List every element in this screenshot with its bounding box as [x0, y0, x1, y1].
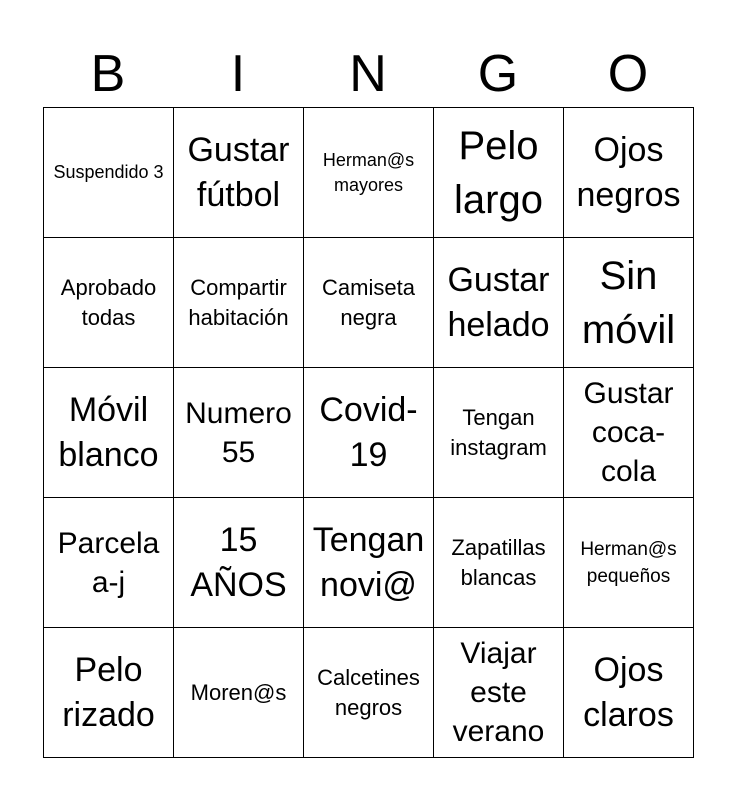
- header-letter-n: N: [349, 45, 387, 103]
- bingo-cell[interactable]: Covid-19: [304, 368, 434, 498]
- bingo-cell[interactable]: Móvil blanco: [44, 368, 174, 498]
- board-row: [44, 238, 694, 368]
- bingo-cell[interactable]: 15 AÑOS: [174, 498, 304, 628]
- bingo-cell[interactable]: Moren@s: [174, 628, 304, 758]
- bingo-cell[interactable]: Suspendido 3: [44, 108, 174, 238]
- header-letter-i: I: [230, 45, 246, 103]
- bingo-cell[interactable]: Pelo rizado: [44, 628, 174, 758]
- header-letter-g: G: [477, 45, 519, 103]
- bingo-cell[interactable]: Sin móvil: [564, 238, 694, 368]
- bingo-cell[interactable]: Zapatillas blancas: [434, 498, 564, 628]
- board-row: [44, 368, 694, 498]
- bingo-cell[interactable]: Gustar fútbol: [174, 108, 304, 238]
- bingo-cell[interactable]: Ojos negros: [564, 108, 694, 238]
- bingo-board: [43, 107, 694, 758]
- header-letter-b: B: [90, 45, 126, 103]
- bingo-cell[interactable]: Aprobado todas: [44, 238, 174, 368]
- bingo-cell[interactable]: Pelo largo: [434, 108, 564, 238]
- bingo-cell[interactable]: Compartir habitación: [174, 238, 304, 368]
- bingo-cell[interactable]: Tengan instagram: [434, 368, 564, 498]
- bingo-cell[interactable]: Herman@s pequeños: [564, 498, 694, 628]
- bingo-cell[interactable]: Gustar helado: [434, 238, 564, 368]
- bingo-cell[interactable]: Numero 55: [174, 368, 304, 498]
- bingo-cell[interactable]: Parcela a-j: [44, 498, 174, 628]
- bingo-cell[interactable]: Ojos claros: [564, 628, 694, 758]
- bingo-header: [43, 40, 693, 108]
- bingo-cell[interactable]: Viajar este verano: [434, 628, 564, 758]
- board-row: [44, 498, 694, 628]
- bingo-cell[interactable]: Calcetines negros: [304, 628, 434, 758]
- bingo-cell[interactable]: Gustar coca-cola: [564, 368, 694, 498]
- board-row: [44, 628, 694, 758]
- bingo-cell[interactable]: Herman@s mayores: [304, 108, 434, 238]
- bingo-cell[interactable]: Tengan novi@: [304, 498, 434, 628]
- bingo-cell[interactable]: Camiseta negra: [304, 238, 434, 368]
- board-row: [44, 108, 694, 238]
- header-letter-o: O: [607, 45, 649, 103]
